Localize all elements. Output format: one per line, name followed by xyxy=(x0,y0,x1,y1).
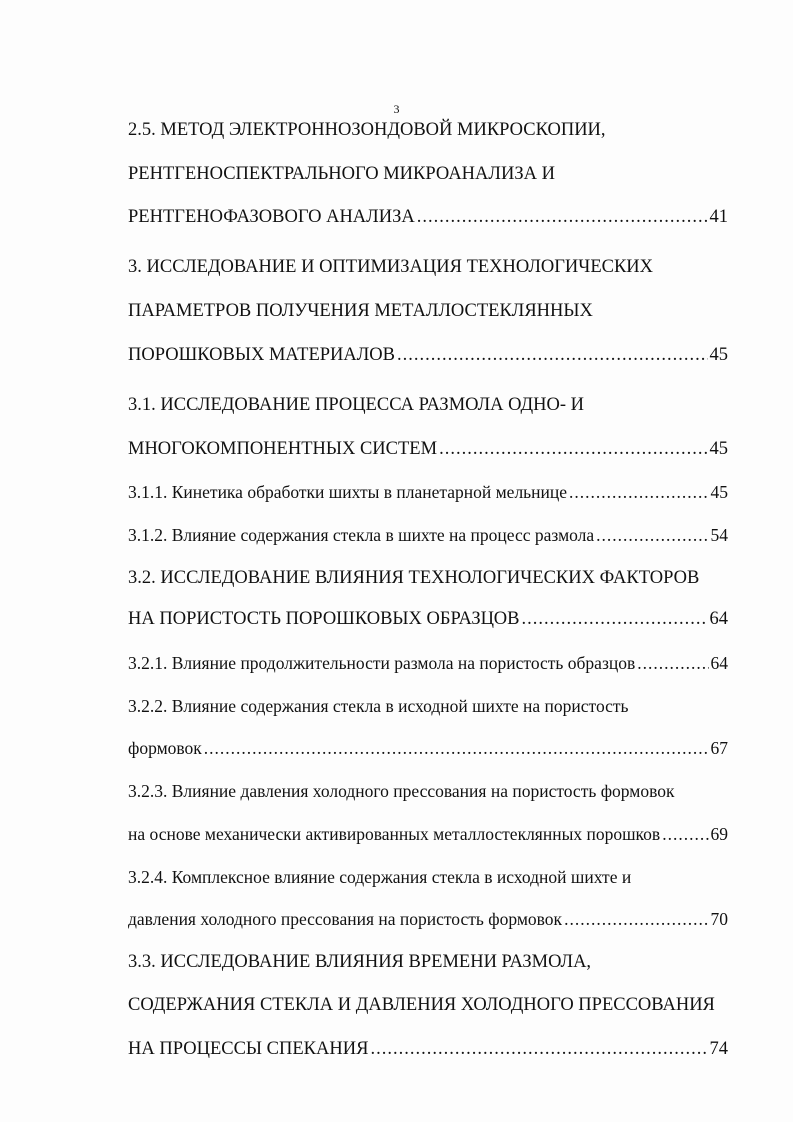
toc-entry-3-line-1: 3. ИССЛЕДОВАНИЕ И ОПТИМИЗАЦИЯ ТЕХНОЛОГИЧЕСКИХ xyxy=(128,257,654,277)
toc-entry-3-2-1-title: 3.2.1. Влияние продолжительности размола на пористость образцов xyxy=(128,653,636,673)
dot-leader xyxy=(370,1036,707,1062)
toc-entry-3-3-title-end: НА ПРОЦЕССЫ СПЕКАНИЯ xyxy=(128,1039,369,1059)
toc-entry-3-2-3-title-end: на основе механически активированных металлостеклянных порошков xyxy=(128,824,661,844)
toc-entry-2-5-line-1: 2.5. МЕТОД ЭЛЕКТРОННОЗОНДОВОЙ МИКРОСКОПИИ, xyxy=(128,120,606,140)
toc-entry-3-page: 45 xyxy=(709,345,728,365)
toc-entry-3-2-2-line-1: 3.2.2. Влияние содержания стекла в исходной шихте на пористость xyxy=(128,696,629,716)
toc-entry-3-1-1 xyxy=(128,479,728,505)
toc-entry-3-2-4-page: 70 xyxy=(710,909,728,929)
dot-leader xyxy=(564,906,708,932)
toc-entry-3-2-4-title-end: давления холодного прессования на пористость формовок xyxy=(128,909,563,929)
dot-leader xyxy=(204,735,709,761)
dot-leader xyxy=(397,342,708,368)
toc-entry-3-2-title-end: НА ПОРИСТОСТЬ ПОРОШКОВЫХ ОБРАЗЦОВ xyxy=(128,609,520,629)
toc-entry-3-1-2-title: 3.1.2. Влияние содержания стекла в шихте на процесс размола xyxy=(128,525,595,545)
toc-entry-3-1-1-page: 45 xyxy=(710,482,728,502)
toc-entry-3-3-line-1: 3.3. ИССЛЕДОВАНИЕ ВЛИЯНИЯ ВРЕМЕНИ РАЗМОЛА, xyxy=(128,952,592,972)
toc-entry-3-2-1 xyxy=(128,650,728,676)
dot-leader xyxy=(596,522,708,548)
toc-entry-3-1-line-2 xyxy=(128,436,728,462)
toc-entry-3-2-1-page: 64 xyxy=(710,653,728,673)
toc-entry-3-3-line-2: СОДЕРЖАНИЯ СТЕКЛА И ДАВЛЕНИЯ ХОЛОДНОГО ПРЕССОВАНИЯ xyxy=(128,995,715,1015)
dot-leader xyxy=(637,650,708,676)
toc-entry-3-2-4-line-2 xyxy=(128,906,728,932)
toc-entry-2-5-title-end: РЕНТГЕНОФАЗОВОГО АНАЛИЗА xyxy=(128,207,415,227)
toc-entry-3-1-line-1: 3.1. ИССЛЕДОВАНИЕ ПРОЦЕССА РАЗМОЛА ОДНО- И xyxy=(128,395,585,415)
dot-leader xyxy=(569,479,708,505)
toc-entry-3-2-page: 64 xyxy=(709,609,728,629)
toc-entry-3-2-2-title-end: формовок xyxy=(128,738,202,758)
toc-entry-3-1-2 xyxy=(128,522,728,548)
toc-entry-3-line-3 xyxy=(128,342,728,368)
toc-entry-2-5-page: 41 xyxy=(709,207,728,227)
toc-entry-3-2-2-line-2 xyxy=(128,735,728,761)
dot-leader xyxy=(521,606,707,632)
toc-entry-3-2-line-2 xyxy=(128,606,728,632)
toc-entry-3-3-page: 74 xyxy=(709,1039,728,1059)
toc-entry-3-2-3-line-2 xyxy=(128,821,728,847)
toc-entry-3-2-4-line-1: 3.2.4. Комплексное влияние содержания стекла в исходной шихте и xyxy=(128,867,632,887)
toc-entry-3-2-3-page: 69 xyxy=(710,824,728,844)
dot-leader xyxy=(439,436,707,462)
toc-entry-3-1-2-page: 54 xyxy=(710,525,728,545)
toc-entry-3-1-1-title: 3.1.1. Кинетика обработки шихты в планетарной мельнице xyxy=(128,482,568,502)
dot-leader xyxy=(662,821,708,847)
page-number: 3 xyxy=(393,102,400,116)
toc-entry-3-1-title-end: МНОГОКОМПОНЕНТНЫХ СИСТЕМ xyxy=(128,439,438,459)
toc-entry-3-2-line-1: 3.2. ИССЛЕДОВАНИЕ ВЛИЯНИЯ ТЕХНОЛОГИЧЕСКИХ ФАКТОРОВ xyxy=(128,568,700,588)
toc-entry-3-2-2-page: 67 xyxy=(710,738,728,758)
dot-leader xyxy=(417,204,708,230)
toc-entry-3-3-line-3 xyxy=(128,1036,728,1062)
toc-entry-3-line-2: ПАРАМЕТРОВ ПОЛУЧЕНИЯ МЕТАЛЛОСТЕКЛЯННЫХ xyxy=(128,301,593,321)
toc-entry-2-5-line-3 xyxy=(128,204,728,230)
toc-entry-3-2-3-line-1: 3.2.3. Влияние давления холодного прессования на пористость формовок xyxy=(128,781,675,801)
toc-entry-3-1-page: 45 xyxy=(709,439,728,459)
toc-entry-3-title-end: ПОРОШКОВЫХ МАТЕРИАЛОВ xyxy=(128,345,395,365)
toc-entry-2-5-line-2: РЕНТГЕНОСПЕКТРАЛЬНОГО МИКРОАНАЛИЗА И xyxy=(128,164,555,184)
